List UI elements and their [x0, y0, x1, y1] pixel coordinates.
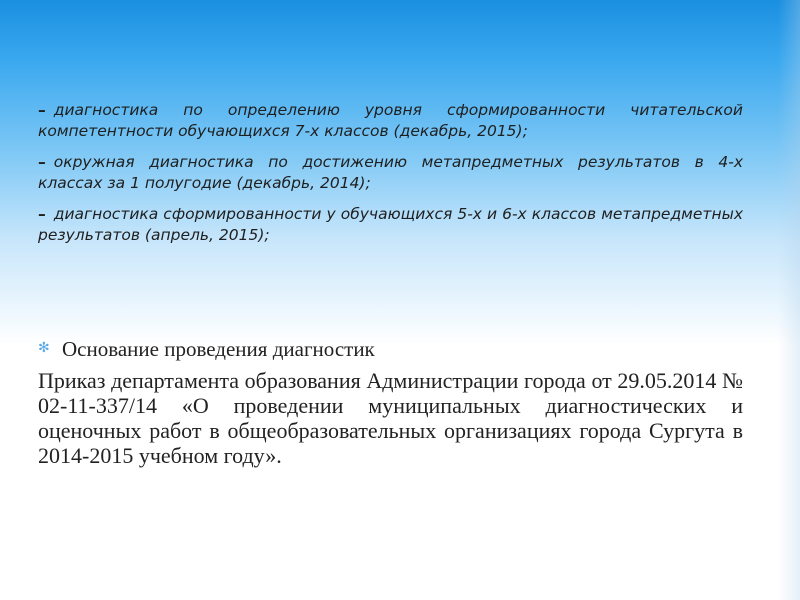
basis-heading	[38, 336, 743, 362]
asterisk-bullet-icon: ✻	[38, 341, 50, 356]
list-item-text: диагностика сформированности у обучающихся 5-х и 6-х классов метапредметных результатов (апрель, 2015);	[38, 205, 743, 244]
basis-section	[38, 336, 743, 468]
list-item-text: окружная диагностика по достижению метапредметных результатов в 4-х классах за 1 полугодие (декабрь, 2014);	[38, 153, 743, 192]
list-item	[38, 152, 743, 194]
basis-order-text: Приказ департамента образования Администрации города от 29.05.2014 № 02-11-337/14 «О проведении муниципальных диагностических и оценочных работ в общеобразовательных организациях города Сургута в 2014-2015 учебном году».	[38, 368, 743, 468]
list-item-text: диагностика по определению уровня сформированности читательской компетентности обучающихся 7-х классов (декабрь, 2015);	[38, 101, 743, 140]
basis-heading-text: Основание проведения диагностик	[62, 337, 375, 361]
list-item-dash: –	[38, 153, 46, 171]
list-item	[38, 100, 743, 142]
list-item	[38, 204, 743, 246]
diagnostics-list	[38, 100, 743, 256]
list-item-dash: –	[38, 101, 46, 119]
list-item-dash: –	[38, 205, 46, 223]
